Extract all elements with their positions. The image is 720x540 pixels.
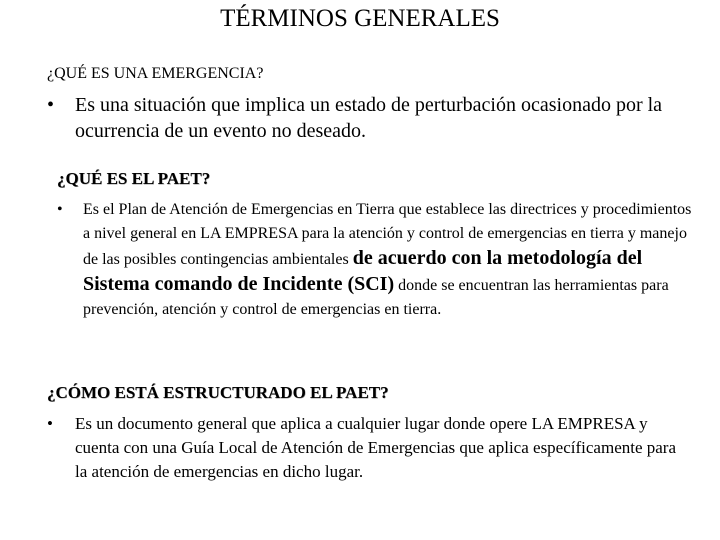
question-estructura: ¿CÓMO ESTÁ ESTRUCTURADO EL PAET? <box>47 383 389 402</box>
question-emergencia: ¿QUÉ ES UNA EMERGENCIA? <box>47 65 264 82</box>
page-title: TÉRMINOS GENERALES <box>220 5 500 32</box>
answer-paet-part1: Es el Plan de Atención de Emergencias en Tierra que establece las directrices y procedimientos a nivel general en LA EMPRESA para la atención y control de emergencias en tierra y manejo de las posibles contingencias ambientales <box>83 201 692 268</box>
answer-estructura <box>47 412 687 484</box>
answer-paet-text <box>83 198 697 322</box>
bullet-icon: • <box>57 201 63 218</box>
answer-paet <box>57 198 697 322</box>
answer-paet-part2: donde se encuentran las herramientas para prevención, atención y control de emergencias en tierra. <box>83 277 669 318</box>
answer-emergencia <box>47 92 687 144</box>
bullet-icon: • <box>47 94 55 116</box>
bullet-icon: • <box>47 414 53 433</box>
answer-emergencia-text: Es una situación que implica un estado de perturbación ocasionado por la ocurrencia de un evento no deseado. <box>75 94 663 142</box>
question-paet: ¿QUÉ ES EL PAET? <box>57 169 211 188</box>
answer-estructura-text: Es un documento general que aplica a cualquier lugar donde opere LA EMPRESA y cuenta con una Guía Local de Atención de Emergencias que aplica específicamente para la atención de emergencias en dicho lugar. <box>75 414 677 481</box>
answer-paet-emphasis: de acuerdo con la metodología del Sistema comando de Incidente (SCI) <box>83 247 643 295</box>
